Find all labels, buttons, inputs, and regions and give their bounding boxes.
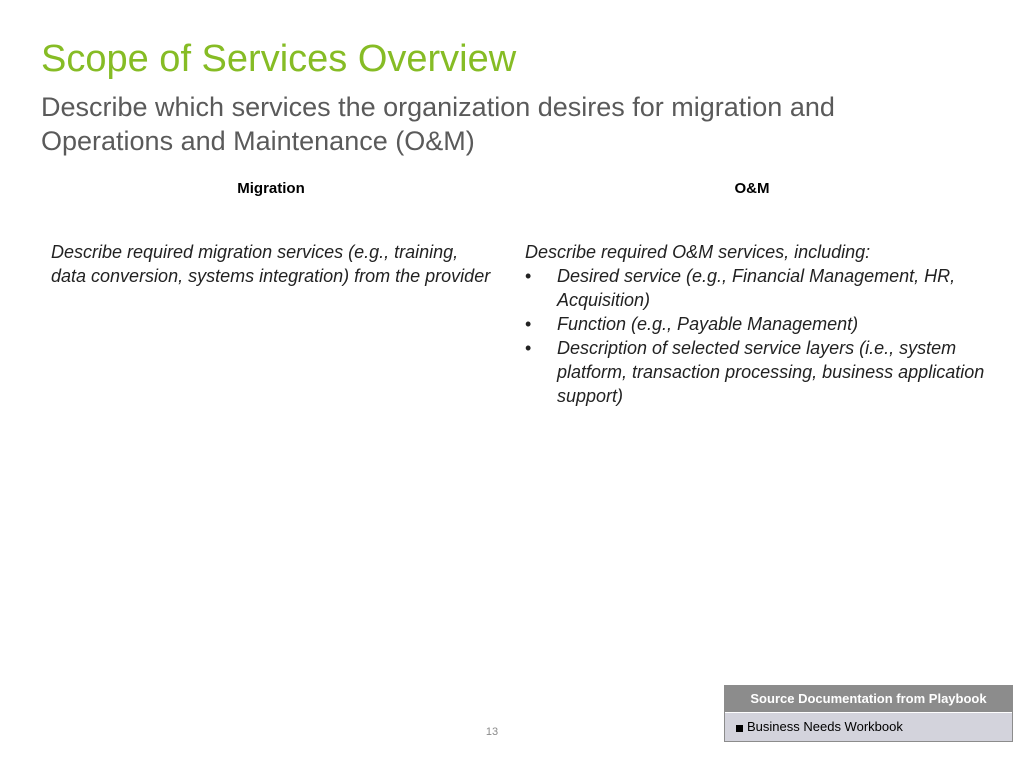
bullet-icon: • (525, 266, 532, 286)
om-intro: Describe required O&M services, including: (525, 242, 871, 262)
source-box-item (725, 712, 1012, 741)
om-description (525, 240, 995, 408)
source-box-header: Source Documentation from Playbook (725, 686, 1012, 712)
bullet-icon: • (525, 314, 532, 334)
bullet-text: Function (e.g., Payable Management) (557, 314, 859, 334)
source-item-label: Business Needs Workbook (747, 719, 903, 734)
bullet-text: Desired service (e.g., Financial Management, HR, Acquisition) (557, 266, 956, 310)
list-item (525, 264, 995, 312)
square-bullet-icon (736, 725, 743, 732)
slide-subtitle: Describe which services the organization desires for migration and Operations and Maintenance (O&M) (41, 92, 835, 156)
om-bullet-list (525, 264, 995, 408)
migration-column-header: Migration (237, 180, 305, 197)
list-item (525, 336, 995, 408)
source-documentation-box (724, 685, 1013, 742)
page-number: 13 (485, 726, 499, 738)
migration-description: Describe required migration services (e.g., training, data conversion, systems integration) from the provider (51, 242, 491, 286)
list-item (525, 312, 995, 336)
om-column-header: O&M (734, 180, 770, 197)
bullet-icon: • (525, 338, 532, 358)
slide-title: Scope of Services Overview (41, 38, 517, 80)
bullet-text: Description of selected service layers (i.e., system platform, transaction processing, business application support) (557, 338, 985, 406)
